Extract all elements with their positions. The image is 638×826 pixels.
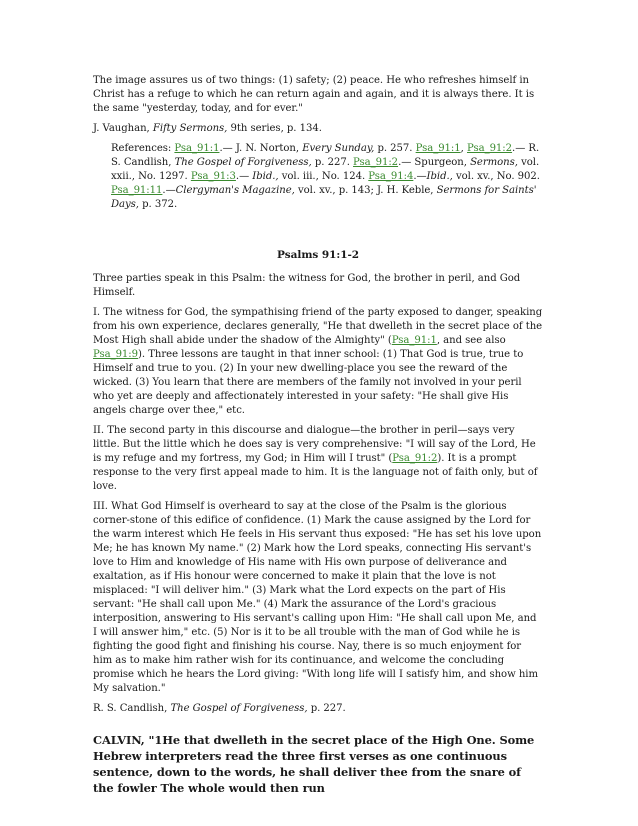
paragraph-god-himself: III. What God Himself is overheard to say at the close of the Psalm is the glorious corner-stone of this edifice of confidence. (1) Mark the cause assigned by the Lord for the warm interest which He feels in His servant thus exposed: "He has set his love upon Me; he has known My name." (2) Mark how the Lord speaks, connecting His servant's love to Him and knowledge of His name with His own purpose of deliverance and exaltation, as if His honour were concerned to make it plain that the love is not misplaced: "I will deliver him." (3) Mark what the Lord expects on the part of His servant: "He shall call upon Me." (4) Mark the assurance of the Lord's gracious interposition, answering to His servant's calling upon Him: "He shall call upon Me, and I will answer him," etc. (5) Nor is it to be all trouble with the man of God while he is fighting the good fight and finishing his course. Nay, there is so much enjoyment for him as to make him rather wish for its continuance, and welcome the concluding promise which he hears the Lord giving: "With long life will I satisfy him, and show him My salvation.": [93, 501, 542, 694]
text-run: vol. xv., No. 902.: [452, 171, 540, 182]
scripture-link[interactable]: Psa_91:1: [415, 143, 461, 154]
text-run: vol. xxii., No. 1297.: [111, 157, 540, 182]
citation-rest: 9th series, p. 134.: [227, 123, 322, 134]
document-body: [93, 74, 543, 796]
text-run: ). Three lessons are taught in that inner school: (1) That God is true, true to Himself and true to you. (2) In your new dwelling-place you see the reward of the wicked. (3) You learn that there are members of the family not involved in your peril who yet are deeply and affectionately interested in your safety: "He shall give His angels charge over thee," etc.: [93, 349, 524, 416]
text-run: ,: [460, 143, 467, 154]
citation-rest: p. 227.: [307, 703, 346, 714]
text-run: References:: [111, 143, 175, 154]
text-run: II. The second party in this discourse and dialogue—the brother in peril—says very little. But the little which he does say is very comprehensive: "I will say of the Lord, He is my refuge and my fortress, my God; in Him will I trust" (: [93, 425, 536, 464]
scripture-link[interactable]: Psa_91:4: [368, 171, 414, 182]
paragraph-witness: [93, 306, 543, 418]
calvin-commentary: CALVIN, "1He that dwelleth in the secret place of the High One. Some Hebrew interpreters read the three first verses as one continuous sentence, down to the words, he shall deliver thee from the snare of the fowler The whole would then run: [93, 733, 535, 795]
scripture-link[interactable]: Psa_91:2: [392, 453, 438, 464]
paragraph-refuge: The image assures us of two things: (1) safety; (2) peace. He who refreshes himself in Christ has a refuge to which he can return again and again, and it is always there. It is the same "yesterday, today, and for ever.": [93, 75, 535, 114]
scripture-link[interactable]: Psa_91:1: [174, 143, 220, 154]
citation-candlish: [93, 702, 543, 716]
text-run: .—: [162, 185, 176, 196]
text-run: ). It is a prompt response to the very first appeal made to him. It is the language not of faith only, but of love.: [93, 453, 538, 492]
citation-title: Fifty Sermons,: [152, 123, 228, 134]
work-title: Ibid.,: [252, 171, 279, 182]
work-title: The Gospel of Forgiveness,: [174, 157, 312, 168]
text-run: .—: [413, 171, 427, 182]
text-run: .— R. S. Candlish,: [111, 143, 540, 168]
work-title: Clergyman's Magazine,: [175, 185, 295, 196]
text-run: vol. xv., p. 143; J. H. Keble,: [294, 185, 437, 196]
citation-author: J. Vaughan,: [93, 123, 153, 134]
text-run: p. 257.: [374, 143, 416, 154]
work-title: Sermons for Saints' Days,: [111, 185, 537, 210]
work-title: Sermons,: [470, 157, 518, 168]
scripture-link[interactable]: Psa_91:2: [353, 157, 399, 168]
work-title: Every Sunday,: [302, 143, 375, 154]
citation-title: The Gospel of Forgiveness,: [170, 703, 308, 714]
text-run: vol. iii., No. 124.: [278, 171, 369, 182]
scripture-link[interactable]: Psa_91:11: [111, 185, 163, 196]
text-run: .— J. N. Norton,: [219, 143, 303, 154]
text-run: p. 227.: [311, 157, 354, 168]
scripture-link[interactable]: Psa_91:1: [391, 335, 437, 346]
section-heading: Psalms 91:1-2: [276, 249, 360, 261]
scripture-link[interactable]: Psa_91:3: [190, 171, 236, 182]
citation-vaughan: [93, 122, 543, 136]
text-run: .— Spurgeon,: [398, 157, 471, 168]
text-run: .—: [235, 171, 253, 182]
scripture-link[interactable]: Psa_91:2: [467, 143, 513, 154]
paragraph-brother: [93, 424, 543, 494]
work-title: Ibid.,: [426, 171, 453, 182]
text-run: p. 372.: [138, 199, 178, 210]
scripture-link[interactable]: Psa_91:9: [93, 349, 139, 360]
paragraph-three-parties: Three parties speak in this Psalm: the witness for God, the brother in peril, and God Himself.: [93, 273, 521, 298]
references-block: [111, 142, 543, 212]
text-run: , and see also: [436, 335, 506, 346]
text-run: I. The witness for God, the sympathising friend of the party exposed to danger, speaking from his own experience, declares generally, "He that dwelleth in the secret place of the Most High shall abide under the shadow of the Almighty" (: [93, 307, 543, 346]
citation-author: R. S. Candlish,: [93, 703, 171, 714]
